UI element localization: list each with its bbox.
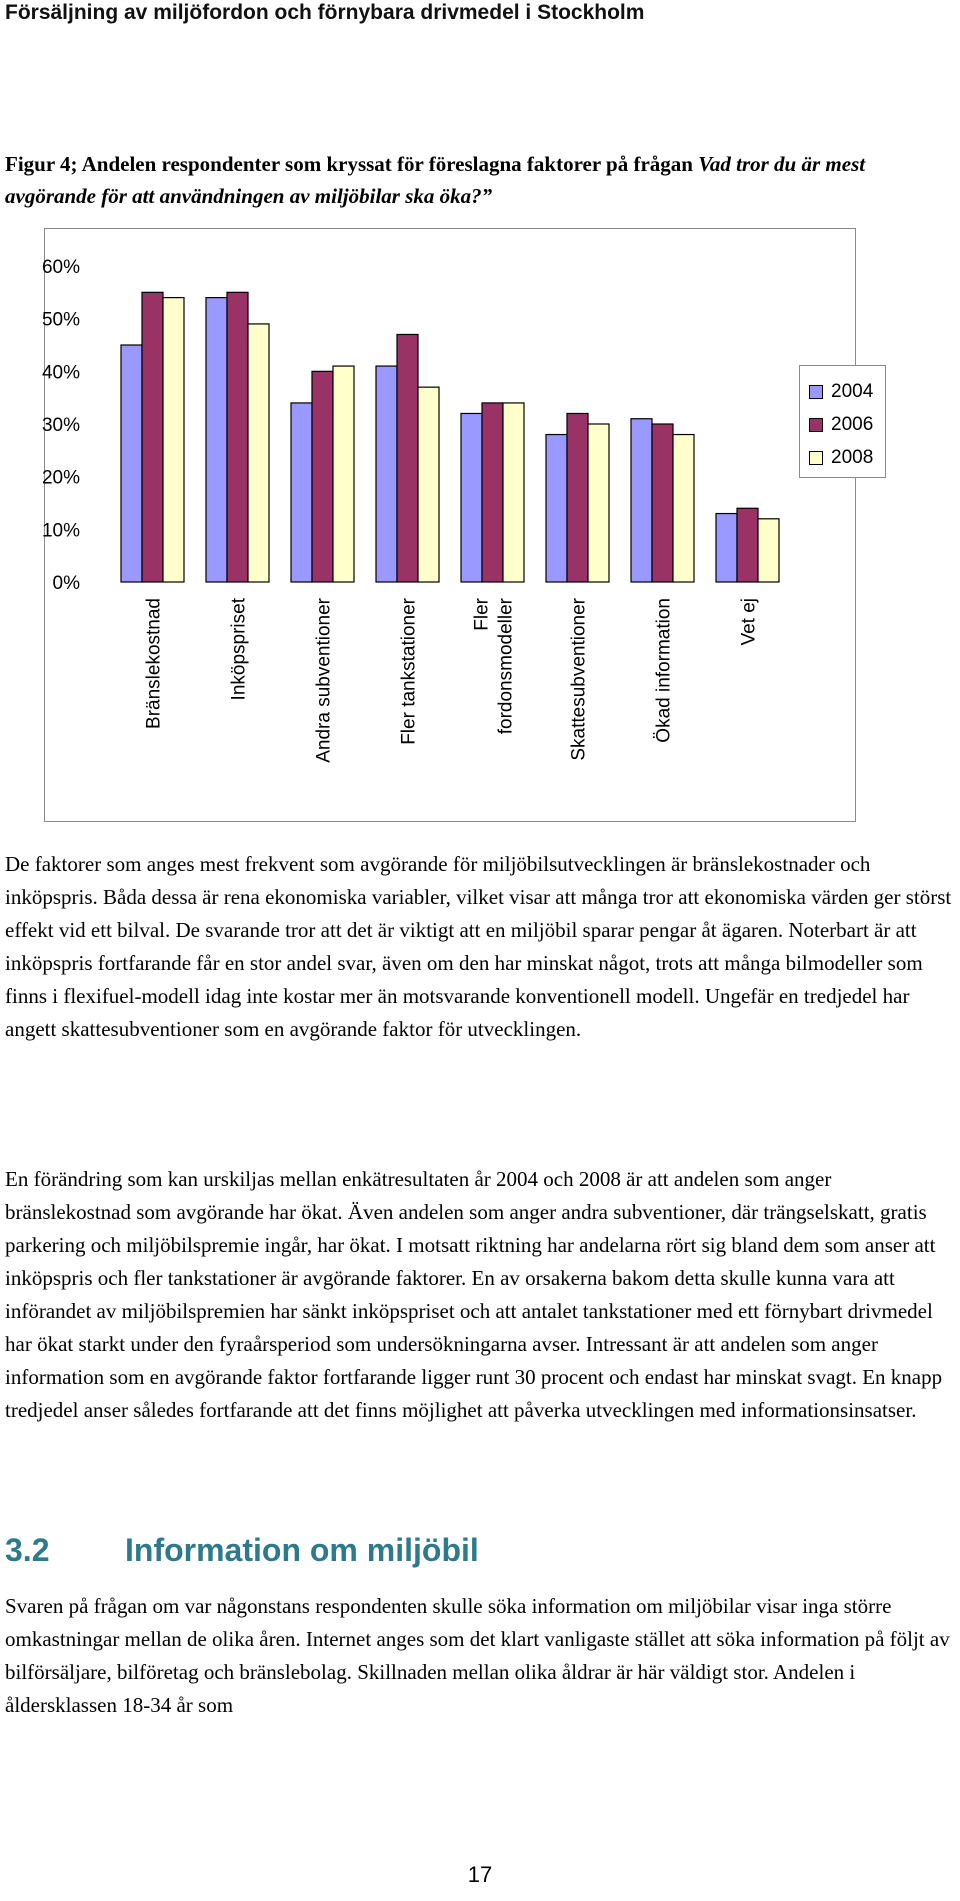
- category-label-line: fordonsmodeller: [495, 598, 517, 735]
- bar-2008: [248, 324, 269, 582]
- section-title: Information om miljöbil: [125, 1532, 479, 1568]
- section-number: 3.2: [5, 1532, 50, 1568]
- bar-2006: [567, 413, 588, 582]
- bar-2006: [737, 508, 758, 582]
- legend-swatch: [809, 451, 823, 465]
- bar-2008: [673, 435, 694, 582]
- category-label: [144, 598, 165, 729]
- figure-caption-text: Figur 4; Andelen respondenter som kryssat för föreslagna faktorer på frågan: [5, 152, 699, 176]
- figure-caption-question: Vad tror du är mest avgörande för att användningen av miljöbilar ska öka?”: [5, 152, 866, 208]
- bar-2008: [418, 387, 439, 582]
- y-tick-label: 40%: [41, 362, 80, 384]
- category-label-line: Bränslekostnad: [143, 598, 165, 729]
- page-number: 17: [467, 1862, 493, 1887]
- category-label-line: Inköpspriset: [228, 598, 250, 701]
- y-tick-label: 60%: [41, 257, 80, 278]
- page-header: Försäljning av miljöfordon och förnybara drivmedel i Stockholm: [5, 1, 645, 24]
- y-tick-label: 10%: [41, 520, 80, 542]
- legend-swatch: [809, 418, 823, 432]
- bar-2008: [758, 519, 779, 582]
- y-tick-label: 0%: [52, 573, 80, 594]
- bar-2004: [716, 514, 737, 582]
- category-label: [569, 597, 590, 760]
- legend-item: [809, 446, 873, 470]
- bar-2004: [631, 419, 652, 582]
- category-label: [229, 597, 250, 700]
- bar-2006: [227, 292, 248, 582]
- category-label: [654, 598, 675, 743]
- category-label-line: Fler: [471, 598, 493, 631]
- legend-item: [809, 380, 873, 404]
- legend-label: 2006: [831, 414, 874, 435]
- paragraph-3: Svaren på frågan om var någonstans respondenten skulle söka information om miljöbilar visar inga större omkastningar mellan de olika åren. Internet anges som det klart vanligaste stället att söka information på följt av bilförsäljare, bilföretag och bränslebolag. Skillnaden mellan olika åldrar är här väldigt stor. Andelen i åldersklassen 18-34 år som: [5, 1594, 950, 1717]
- category-label: [739, 598, 760, 646]
- bar-2004: [291, 403, 312, 582]
- legend-label: 2004: [831, 381, 874, 402]
- bar-2004: [461, 413, 482, 582]
- bar-2004: [121, 345, 142, 582]
- category-label: [314, 597, 335, 762]
- category-label-line: Ökad information: [653, 598, 675, 743]
- section-heading: [5, 1530, 905, 1570]
- bar-2008: [588, 424, 609, 582]
- bar-2006: [397, 334, 418, 582]
- legend-item: [809, 413, 873, 437]
- paragraph-2: En förändring som kan urskiljas mellan enkätresultaten år 2004 och 2008 är att andelen som anger bränslekostnad som avgörande har ökat. Även andelen som anger andra subventioner, där trängselskatt, gratis parkering och miljöbilspremie ingår, har ökat. I motsatt riktning har andelarna rört sig bland dem som anser att inköpspris och fler tankstationer är avgörande faktorer. En av orsakerna bakom detta skulle kunna vara att införandet av miljöbilspremien har sänkt inköpspriset och att antalet tankstationer med ett förnybart drivmedel har ökat starkt under den fyraårsperiod som undersökningarna avser. Intressant är att andelen som anger information som en avgörande faktor fortfarande ligger runt 30 procent och endast har minskat svagt. En knapp tredjedel anser således fortfarande att det finns möjlighet att påverka utvecklingen med informationsinsatser.: [5, 1167, 943, 1422]
- category-label-line: Vet ej: [738, 598, 760, 646]
- bar-2006: [312, 371, 333, 582]
- bar-2008: [333, 366, 354, 582]
- category-label-line: Fler tankstationer: [398, 598, 420, 745]
- category-label: [399, 597, 420, 744]
- category-label: [472, 597, 517, 734]
- legend-label: 2008: [831, 447, 874, 468]
- y-tick-label: 50%: [41, 309, 80, 331]
- category-label-line: Skattesubventioner: [568, 598, 590, 761]
- y-tick-label: 20%: [41, 467, 80, 489]
- bar-2004: [546, 435, 567, 582]
- chart-legend: [799, 365, 886, 478]
- paragraph-1: De faktorer som anges mest frekvent som avgörande för miljöbilsutvecklingen är bränslekostnader och inköpspris. Båda dessa är rena ekonomiska variabler, vilket visar att många tror att ekonomiska värden ger störst effekt vid ett bilval. De svarande tror att det är viktigt att en miljöbil sparar pengar åt ägaren. Noterbart är att inköpspris fortfarande får en stor andel svar, även om den har minskat något, trots att många bilmodeller som finns i flexifuel-modell idag inte kostar mer än motsvarande konventionell modell. Ungefär en tredjedel har angett skattesubventioner som en avgörande faktor för utvecklingen.: [5, 852, 952, 1041]
- legend-swatch: [809, 385, 823, 399]
- bar-2004: [206, 298, 227, 582]
- y-tick-label: 30%: [41, 415, 80, 436]
- bar-2006: [482, 403, 503, 582]
- category-label-line: Andra subventioner: [313, 598, 335, 763]
- bar-2008: [503, 403, 524, 582]
- bar-2004: [376, 366, 397, 582]
- bar-2006: [142, 292, 163, 582]
- bar-2008: [163, 298, 184, 582]
- bar-2006: [652, 424, 673, 582]
